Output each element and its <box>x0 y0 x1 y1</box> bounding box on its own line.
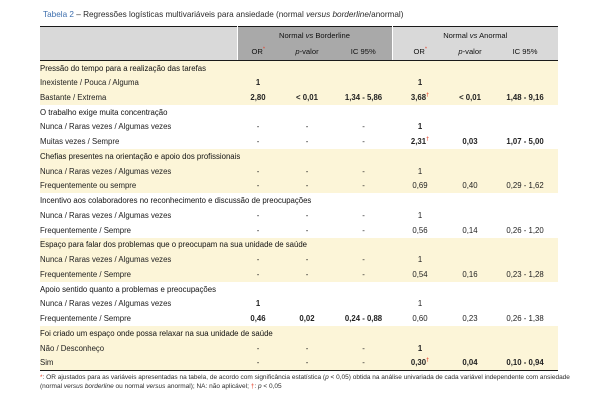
value-cell: - <box>256 210 260 220</box>
value-cell: - <box>237 179 279 194</box>
value-cell: 0,10 - 0,94 <box>492 356 558 371</box>
value-cell <box>448 208 492 223</box>
value-cell: 3,68† <box>392 90 448 105</box>
section-title: Foi criado um espaço onde possa relaxar na sua unidade de saúde <box>40 326 558 341</box>
data-row <box>40 341 558 356</box>
value-cell: 0,23 - 1,28 <box>492 267 558 282</box>
value-cell: - <box>279 267 335 282</box>
value-cell: 0,23 <box>462 314 478 324</box>
value-cell: - <box>305 122 309 132</box>
category-label: Nunca / Raras vezes / Algumas vezes <box>40 210 172 220</box>
value-cell <box>492 297 558 312</box>
value-cell: - <box>279 179 335 194</box>
p-label: p <box>458 47 463 57</box>
value-cell: 0,54 <box>392 267 448 282</box>
value-cell <box>448 252 492 267</box>
value-cell: - <box>237 356 279 371</box>
value-cell <box>492 164 558 179</box>
or-label: OR <box>251 47 263 57</box>
value-cell: 0,26 - 1,38 <box>506 314 544 324</box>
section-row <box>40 326 558 341</box>
value-cell: - <box>305 225 309 235</box>
value-cell <box>279 297 335 312</box>
section-title: Apoio sentido quanto a problemas e preocupações <box>40 284 216 294</box>
value-cell: - <box>335 356 392 371</box>
category-label: Muitas vezes / Sempre <box>40 137 120 147</box>
section-title: Chefias presentes na orientação e apoio dos profissionais <box>40 149 558 164</box>
value-cell <box>492 341 558 356</box>
value-cell: 0,46 <box>250 314 266 324</box>
value-cell: 0,02 <box>299 314 315 324</box>
data-row <box>40 297 558 312</box>
value-cell: 1 <box>392 341 448 356</box>
value-cell: - <box>256 225 260 235</box>
category-label: Nunca / Raras vezes / Algumas vezes <box>40 164 237 179</box>
value-cell: - <box>335 179 392 194</box>
header-empty-cell <box>40 44 237 61</box>
value-cell: 0,60 <box>412 314 428 324</box>
header-subcol-row <box>40 44 558 61</box>
data-row <box>40 267 558 282</box>
value-cell: 0,30† <box>392 356 448 371</box>
col-pvalue-anormal <box>448 44 492 61</box>
significance-dagger: † <box>426 92 430 99</box>
value-cell: - <box>335 164 392 179</box>
data-row <box>40 90 558 105</box>
category-label: Frequentemente / Sempre <box>40 267 237 282</box>
col-pvalue-borderline <box>279 44 335 61</box>
value-cell <box>492 208 558 223</box>
category-label: Sim <box>40 356 237 371</box>
value-cell: 0,26 - 1,20 <box>506 225 544 235</box>
table-header <box>40 27 558 61</box>
value-cell: < 0,01 <box>279 90 335 105</box>
value-cell: 1,34 - 5,86 <box>335 90 392 105</box>
value-cell: - <box>335 252 392 267</box>
data-row <box>40 252 558 267</box>
header-empty-cell <box>40 27 237 44</box>
section-row <box>40 105 558 120</box>
data-row <box>40 223 558 238</box>
category-label: Nunca / Raras vezes / Algumas vezes <box>40 252 237 267</box>
footnote-line-2: (normal versus borderline ou normal versus anormal); NA: não aplicável; †: p < 0,05 <box>40 383 282 391</box>
section-title: Espaço para falar dos problemas que o preocupam na sua unidade de saúde <box>40 238 558 253</box>
category-label: Frequentemente / Sempre <box>40 314 132 324</box>
value-cell <box>335 297 392 312</box>
value-cell: - <box>362 122 365 132</box>
value-cell <box>492 75 558 90</box>
value-cell <box>448 120 492 135</box>
data-row <box>40 311 558 326</box>
value-cell: - <box>335 341 392 356</box>
value-cell: 2,31† <box>410 136 430 147</box>
value-cell: < 0,01 <box>448 90 492 105</box>
data-row <box>40 208 558 223</box>
value-cell <box>492 120 558 135</box>
value-cell: 1 <box>237 75 279 90</box>
value-cell: 1,07 - 5,00 <box>506 137 544 147</box>
value-cell: 0,03 <box>462 137 478 147</box>
footnote-line-1: *: OR ajustados para as variáveis apresentadas na tabela, de acordo com significância estatística (p < 0,05) obtida na análise univariada de cada variável independente com ansiedade <box>40 374 570 381</box>
table-footnote <box>40 373 568 391</box>
value-cell <box>448 75 492 90</box>
p-label-rest: -valor <box>299 47 319 57</box>
section-title: Incentivo aos colaboradores no reconhecimento e discussão de preocupações <box>40 196 312 206</box>
value-cell: - <box>256 137 260 147</box>
section-row <box>40 282 558 297</box>
table-body <box>40 61 558 371</box>
value-cell: - <box>362 225 365 235</box>
section-row <box>40 193 558 208</box>
group-normal-vs-borderline: Normal vs Borderline <box>237 27 392 44</box>
value-cell: 0,04 <box>448 356 492 371</box>
value-cell: - <box>305 137 309 147</box>
value-cell: - <box>237 164 279 179</box>
category-label: Nunca / Raras vezes / Algumas vezes <box>40 122 172 132</box>
data-row <box>40 164 558 179</box>
section-title: Pressão do tempo para a realização das tarefas <box>40 61 558 76</box>
value-cell: - <box>279 252 335 267</box>
category-label: Não / Desconheço <box>40 341 237 356</box>
value-cell: 1 <box>255 299 261 309</box>
value-cell <box>448 341 492 356</box>
category-label: Frequentemente / Sempre <box>40 225 132 235</box>
p-label: p <box>295 47 300 57</box>
header-group-row <box>40 27 558 44</box>
or-asterisk: * <box>424 46 428 53</box>
value-cell: 1 <box>392 164 448 179</box>
value-cell: - <box>305 210 309 220</box>
value-cell: - <box>256 122 260 132</box>
value-cell: - <box>237 341 279 356</box>
data-row <box>40 179 558 194</box>
data-row <box>40 356 558 371</box>
value-cell: - <box>237 267 279 282</box>
value-cell: 0,16 <box>448 267 492 282</box>
section-row <box>40 61 558 76</box>
value-cell: 0,29 - 1,62 <box>492 179 558 194</box>
table-caption: Tabela 2 – Regressões logísticas multivariáveis para ansiedade (normal versus borderline/anormal) <box>43 10 404 19</box>
col-ci-borderline: IC 95% <box>335 44 392 61</box>
value-cell: 0,69 <box>392 179 448 194</box>
value-cell: 0,40 <box>448 179 492 194</box>
value-cell: - <box>362 210 365 220</box>
value-cell <box>448 164 492 179</box>
value-cell <box>492 252 558 267</box>
significance-dagger: † <box>426 136 430 143</box>
value-cell: - <box>335 267 392 282</box>
value-cell <box>335 75 392 90</box>
value-cell: 1 <box>392 75 448 90</box>
value-cell: 0,24 - 0,88 <box>344 314 383 324</box>
regression-table <box>40 26 558 371</box>
value-cell: 1 <box>417 210 423 220</box>
value-cell: 0,14 <box>462 225 478 235</box>
value-cell: 1 <box>392 252 448 267</box>
col-or-borderline <box>237 44 279 61</box>
category-label: Nunca / Raras vezes / Algumas vezes <box>40 299 172 309</box>
value-cell <box>448 297 492 312</box>
value-cell: 1 <box>417 299 423 309</box>
data-row <box>40 120 558 135</box>
section-row <box>40 149 558 164</box>
value-cell: - <box>279 164 335 179</box>
col-ci-anormal: IC 95% <box>492 44 558 61</box>
col-or-anormal <box>392 44 448 61</box>
p-label-rest: -valor <box>462 47 482 57</box>
or-asterisk: * <box>262 46 266 53</box>
value-cell: - <box>279 341 335 356</box>
value-cell: 1,48 - 9,16 <box>492 90 558 105</box>
value-cell: 1 <box>417 122 423 132</box>
significance-dagger: † <box>426 357 430 364</box>
category-label: Inexistente / Pouca / Alguma <box>40 75 237 90</box>
value-cell: 0,56 <box>412 225 428 235</box>
value-cell: - <box>237 252 279 267</box>
category-label: Frequentemente ou sempre <box>40 179 237 194</box>
value-cell: - <box>362 137 365 147</box>
value-cell: - <box>279 356 335 371</box>
group-normal-vs-anormal: Normal vs Anormal <box>392 27 558 44</box>
section-row <box>40 238 558 253</box>
or-label: OR <box>413 47 425 57</box>
data-row <box>40 75 558 90</box>
section-title: O trabalho exige muita concentração <box>40 107 168 117</box>
category-label: Bastante / Extrema <box>40 90 237 105</box>
value-cell: 2,80 <box>237 90 279 105</box>
data-row <box>40 134 558 149</box>
value-cell <box>279 75 335 90</box>
